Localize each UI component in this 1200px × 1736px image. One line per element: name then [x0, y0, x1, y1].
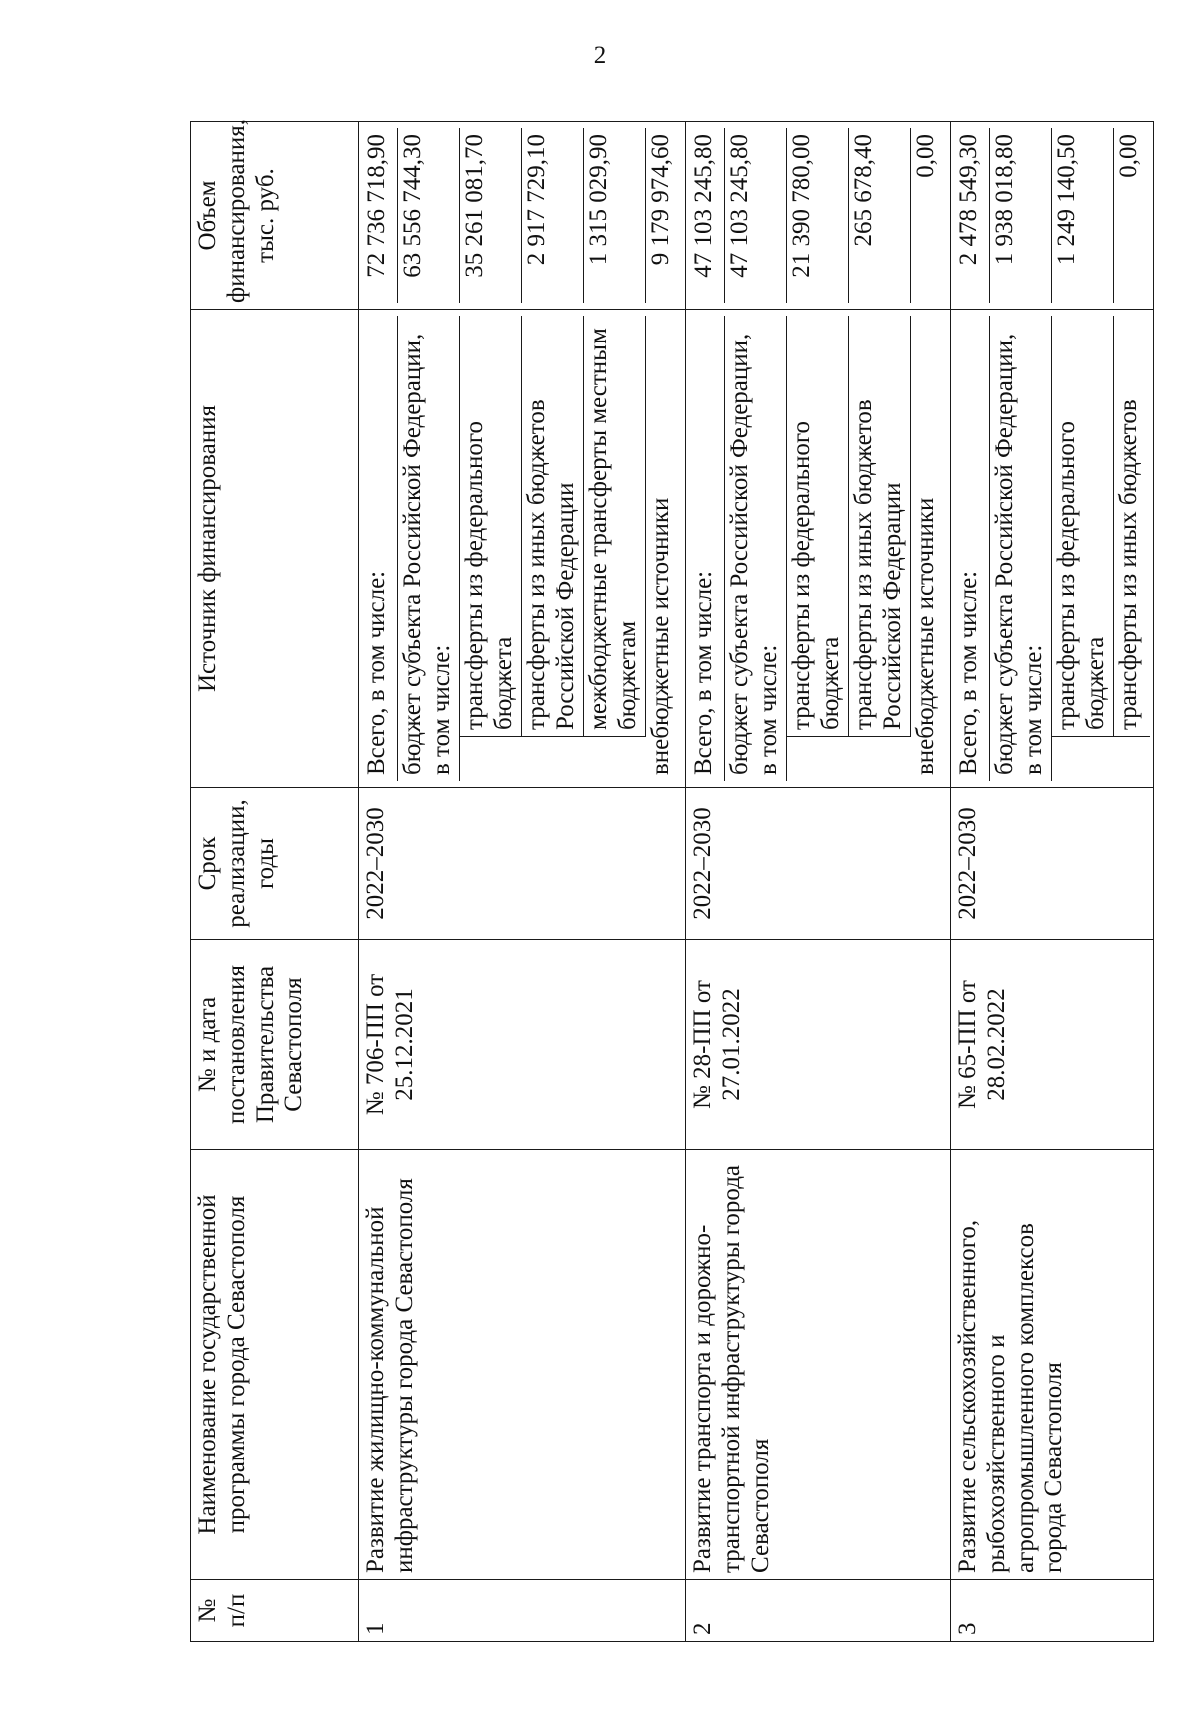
- program-name: Развитие сельскохозяйственного, рыбохозяйственного и агропромышленного комплексов города Севастополя: [951, 1150, 1154, 1580]
- volume-value: 2 478 549,30: [954, 128, 990, 303]
- source-label: Всего, в том числе:: [362, 316, 398, 781]
- table-row: [686, 122, 951, 1642]
- row-num: 1: [359, 1580, 686, 1642]
- header-name: Наименование государственной программы города Севастополя: [191, 1150, 359, 1580]
- source-label: Всего, в том числе:: [689, 316, 725, 781]
- source-label: внебюджетные источники: [912, 497, 939, 775]
- volume-value: 21 390 780,00: [787, 128, 849, 303]
- source-label: трансферты из иных бюджетов Российской Федерации: [849, 316, 911, 737]
- source-label: Всего, в том числе:: [954, 316, 990, 781]
- programs-table: [190, 121, 1154, 1642]
- volume-value: 35 261 081,70: [460, 128, 522, 303]
- volume-value: 9 179 974,60: [647, 134, 674, 266]
- volume-value: 1 315 029,90: [584, 128, 646, 303]
- volume-value: 47 103 245,80: [725, 128, 787, 303]
- volume-value: 47 103 245,80: [689, 128, 725, 303]
- volumes-cell: [686, 122, 951, 310]
- sources-cell: [359, 310, 686, 788]
- volume-value: 2 917 729,10: [522, 128, 584, 303]
- source-label: внебюджетные источники: [647, 497, 674, 775]
- header-row: [191, 122, 359, 1642]
- source-label: трансферты из федерального бюджета: [1052, 316, 1114, 737]
- source-label: трансферты из федерального бюджета: [460, 316, 522, 737]
- table-row: [359, 122, 686, 1642]
- program-name: Развитие транспорта и дорожно-транспортной инфраструктуры города Севастополя: [686, 1150, 951, 1580]
- sources-cell: [686, 310, 951, 788]
- volume-value: 63 556 744,30: [398, 128, 460, 303]
- resolution-doc: № 65-ПП от 28.02.2022: [951, 940, 1154, 1150]
- header-doc: № и дата постановления Правительства Севастополя: [191, 940, 359, 1150]
- volume-value: 0,00: [1115, 134, 1142, 178]
- header-term: Срок реализации, годы: [191, 788, 359, 940]
- rotated-table-wrapper: [190, 119, 1142, 1642]
- term: 2022–2030: [686, 788, 951, 940]
- header-num: № п/п: [191, 1580, 359, 1642]
- source-label: межбюджетные трансферты местным бюджетам: [584, 316, 646, 737]
- sources-cell: [951, 310, 1154, 788]
- header-volume: Объем финансирования, тыс. руб.: [191, 122, 359, 310]
- source-label: бюджет субъекта Российской Федерации, в том числе:: [725, 316, 787, 781]
- row-num: 3: [951, 1580, 1154, 1642]
- term: 2022–2030: [359, 788, 686, 940]
- header-source: Источник финансирования: [191, 310, 359, 788]
- source-label: бюджет субъекта Российской Федерации, в том числе:: [398, 316, 460, 781]
- volumes-cell: [359, 122, 686, 310]
- source-label: трансферты из иных бюджетов: [1114, 316, 1150, 737]
- page-number: 2: [593, 42, 607, 69]
- term: 2022–2030: [951, 788, 1154, 940]
- resolution-doc: № 28-ПП от 27.01.2022: [686, 940, 951, 1150]
- resolution-doc: № 706-ПП от 25.12.2021: [359, 940, 686, 1150]
- volume-value: 72 736 718,90: [362, 128, 398, 303]
- source-label: бюджет субъекта Российской Федерации, в том числе:: [990, 316, 1052, 781]
- volume-value: 1 938 018,80: [990, 128, 1052, 303]
- volume-value: 265 678,40: [849, 128, 911, 303]
- source-label: трансферты из иных бюджетов Российской Федерации: [522, 316, 584, 737]
- row-num: 2: [686, 1580, 951, 1642]
- source-label: трансферты из федерального бюджета: [787, 316, 849, 737]
- program-name: Развитие жилищно-коммунальной инфраструктуры города Севастополя: [359, 1150, 686, 1580]
- volume-value: 1 249 140,50: [1052, 128, 1114, 303]
- table-row: [951, 122, 1154, 1642]
- volume-value: 0,00: [912, 134, 939, 178]
- volumes-cell: [951, 122, 1154, 310]
